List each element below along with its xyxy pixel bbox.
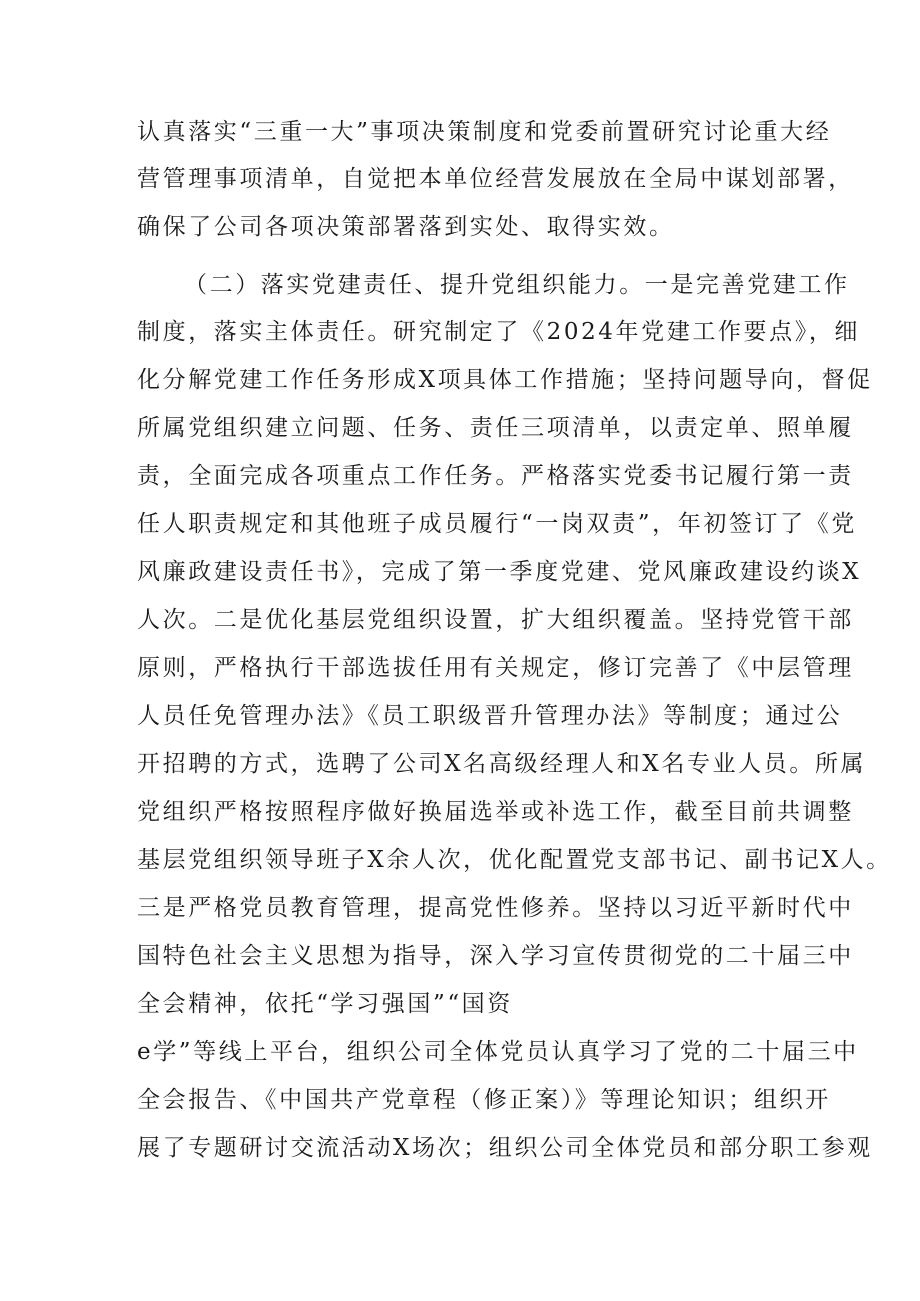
paragraph-line: e学”等线上平台，组织公司全体党员认真学习了党的二十届三中 [137,1039,859,1065]
paragraph-line: 认真落实“三重一大”事项决策制度和党委前置研究讨论重大经 [137,119,832,145]
paragraph-line: 制度，落实主体责任。研究制定了《2024年党建工作要点》，细 [137,319,861,345]
paragraph-line: 全会报告、《中国共产党章程（修正案）》等理论知识；组织开 [137,1087,831,1113]
paragraph-line: 人次。二是优化基层党组织设置，扩大组织覆盖。坚持党管干部 [137,607,854,633]
paragraph-line: 任人职责规定和其他班子成员履行“一岗双责”，年初签订了《党 [137,511,857,537]
section-heading-line: （二）落实党建责任、提升党组织能力。一是完善党建工作 [184,272,850,298]
paragraph-line: 三是严格党员教育管理，提高党性修养。坚持以习近平新时代中 [137,895,854,921]
paragraph-line: 人员任免管理办法》《员工职级晋升管理办法》等制度；通过公 [137,703,843,729]
paragraph-line: 风廉政建设责任书》，完成了第一季度党建、党风廉政建设约谈X [137,559,862,585]
paragraph-line: 开招聘的方式，选聘了公司X名高级经理人和X名专业人员。所属 [137,751,867,777]
paragraph-line: 营管理事项清单，自觉把本单位经营发展放在全局中谋划部署， [137,166,854,192]
paragraph-line: 所属党组织建立问题、任务、责任三项清单，以责定单、照单履 [137,415,854,441]
paragraph-line: 党组织严格按照程序做好换届选举或补选工作，截至目前共调整 [137,799,854,825]
paragraph-line: 基层党组织领导班子X余人次，优化配置党支部书记、副书记X人。 [137,847,892,873]
paragraph-line: 国特色社会主义思想为指导，深入学习宣传贯彻党的二十届三中 [137,943,854,969]
paragraph-line: 展了专题研讨交流活动X场次；组织公司全体党员和部分职工参观 [137,1135,873,1161]
paragraph-line: 确保了公司各项决策部署落到实处、取得实效。 [137,214,675,240]
paragraph-line: 原则，严格执行干部选拔任用有关规定，修订完善了《中层管理 [137,655,854,681]
paragraph-line: 责，全面完成各项重点工作任务。严格落实党委书记履行第一责 [137,463,854,489]
paragraph-line: 化分解党建工作任务形成X项具体工作措施；坚持问题导向，督促 [137,367,873,393]
paragraph-line: 全会精神，依托“学习强国”“国资 [137,991,513,1017]
